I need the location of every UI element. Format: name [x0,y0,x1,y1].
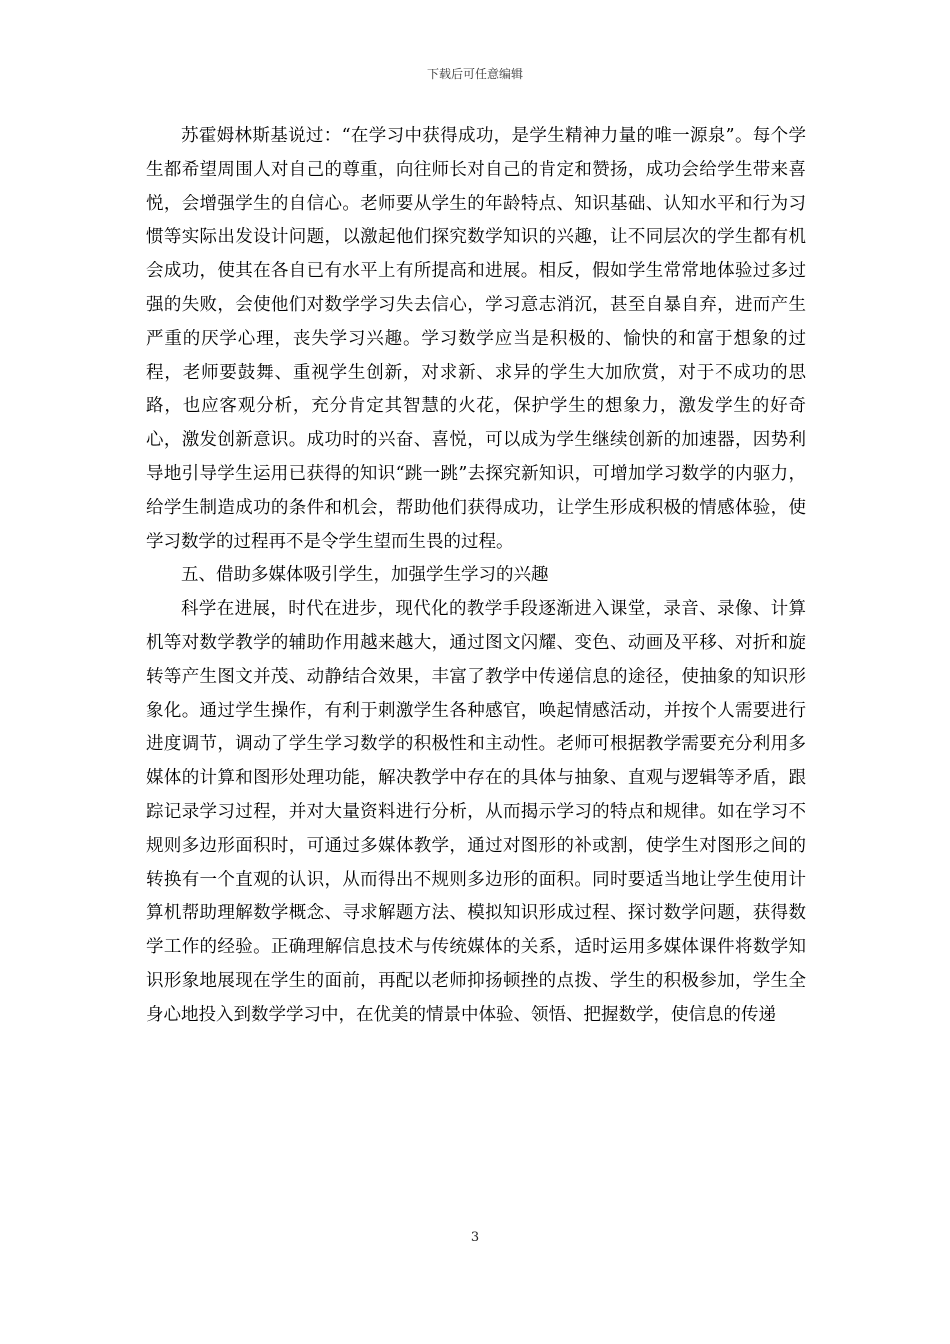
paragraph-success-motivation: 苏霍姆林斯基说过：“在学习中获得成功，是学生精神力量的唯一源泉”。每个学生都希望周围人对自己的尊重，向往师长对自己的肯定和赞扬，成功会给学生带来喜悦，会增强学生的自信心。老师要从学生的年龄特点、知识基础、认知水平和行为习惯等实际出发设计问题，以激起他们探究数学知识的兴趣，让不同层次的学生都有机会成功，使其在各自已有水平上有所提高和进展。相反，假如学生常常地体验过多过强的失败，会使他们对数学学习失去信心，学习意志消沉，甚至自暴自弃，进而产生严重的厌学心理，丧失学习兴趣。学习数学应当是积极的、愉快的和富于想象的过程，老师要鼓舞、重视学生创新，对求新、求异的学生大加欣赏，对于不成功的思路，也应客观分析，充分肯定其智慧的火花，保护学生的想象力，激发学生的好奇心，激发创新意识。成功时的兴奋、喜悦，可以成为学生继续创新的加速器，因势利导地引导学生运用已获得的知识“跳一跳”去探究新知识，可增加学习数学的内驱力，给学生制造成功的条件和机会，帮助他们获得成功，让学生形成积极的情感体验，使学习数学的过程再不是令学生望而生畏的过程。 [146,126,806,552]
section-heading-multimedia: 五、借助多媒体吸引学生，加强学生学习的兴趣 [181,565,549,586]
page-header-note: 下载后可任意编辑 [426,67,523,81]
document-body [146,120,806,1033]
paragraph-multimedia-teaching: 科学在进展，时代在进步，现代化的教学手段逐渐进入课堂，录音、录像、计算机等对数学教学的辅助作用越来越大，通过图文闪耀、变色、动画及平移、对折和旋转等产生图文并茂、动静结合效果，丰富了教学中传递信息的途径，使抽象的知识形象化。通过学生操作，有利于刺激学生各种感官，唤起情感活动，并按个人需要进行进度调节，调动了学生学习数学的积极性和主动性。老师可根据教学需要充分利用多媒体的计算和图形处理功能，解决教学中存在的具体与抽象、直观与逻辑等矛盾，跟踪记录学习过程，并对大量资料进行分析，从而揭示学习的特点和规律。如在学习不规则多边形面积时，可通过多媒体教学，通过对图形的补或割，使学生对图形之间的转换有一个直观的认识，从而得出不规则多边形的面积。同时要适当地让学生使用计算机帮助理解数学概念、寻求解题方法、模拟知识形成过程、探讨数学问题，获得数学工作的经验。正确理解信息技术与传统媒体的关系，适时运用多媒体课件将数学知识形象地展现在学生的面前，再配以老师抑扬顿挫的点拨、学生的积极参加，学生全身心地投入到数学学习中，在优美的情景中体验、领悟、把握数学，使信息的传递 [146,599,806,1025]
page-number: 3 [470,1230,480,1245]
